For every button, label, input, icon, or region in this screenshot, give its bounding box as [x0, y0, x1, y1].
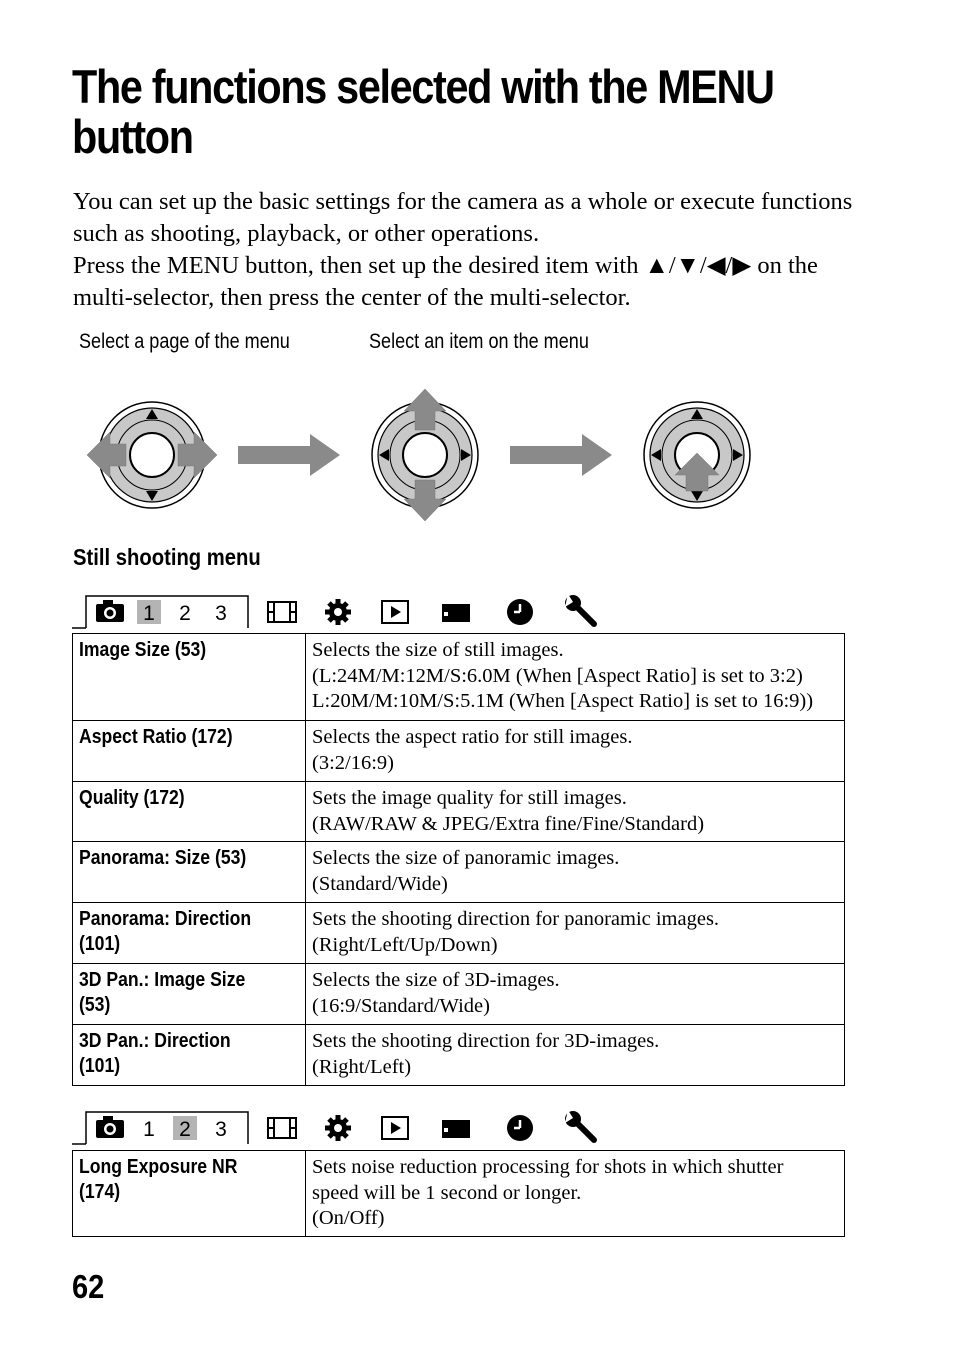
intro-text	[73, 186, 873, 314]
page-tab-3[interactable]: 3	[215, 602, 227, 625]
menu-item-description: Sets the shooting direction for panoramic images. (Right/Left/Up/Down)	[306, 903, 845, 964]
movie-icon[interactable]	[268, 602, 296, 622]
menu-item-description: Selects the size of 3D-images. (16:9/Standard/Wide)	[306, 964, 845, 1025]
page-tab-1[interactable]: 1	[143, 602, 155, 625]
page-tab-3[interactable]: 3	[215, 1118, 227, 1141]
table-row	[73, 782, 845, 842]
menu-tab-bar-1	[72, 592, 632, 632]
page-tab-2[interactable]: 2	[179, 602, 191, 625]
caption-select-item: Select an item on the menu	[369, 330, 589, 353]
clock-icon[interactable]	[507, 599, 533, 625]
table-row	[73, 903, 845, 964]
intro-paragraph-1: You can set up the basic settings for the camera as a whole or execute functions such as shooting, playback, or other operations.	[73, 188, 853, 247]
menu-item-description: Selects the size of panoramic images. (Standard/Wide)	[306, 842, 845, 903]
wrench-icon[interactable]	[565, 594, 594, 624]
table-row	[73, 842, 845, 903]
table-row	[73, 721, 845, 782]
menu-item-description: Selects the size of still images. (L:24M/M:12M/S:6.0M (When [Aspect Ratio] is set to 3:2) L:20M/M:10M/S:5.1M (When [Aspect Ratio] is set to 16:9))	[306, 634, 845, 721]
caption-select-page: Select a page of the menu	[79, 330, 290, 353]
menu-item-description: Sets the shooting direction for 3D-images. (Right/Left)	[306, 1025, 845, 1086]
right-arrow-icon	[238, 434, 340, 476]
menu-item-name: Panorama: Direction (101)	[73, 903, 306, 964]
table-row	[73, 964, 845, 1025]
selector-center-press-icon	[644, 402, 750, 508]
gear-icon[interactable]	[325, 599, 351, 625]
selector-left-right-icon	[87, 402, 217, 508]
camera-icon[interactable]	[96, 600, 124, 622]
clock-icon[interactable]	[507, 1115, 533, 1141]
memory-card-icon[interactable]	[442, 1120, 470, 1138]
gear-icon[interactable]	[325, 1115, 351, 1141]
wrench-icon[interactable]	[565, 1110, 594, 1140]
table-row	[73, 1025, 845, 1086]
menu-item-name: Panorama: Size (53)	[73, 842, 306, 903]
section-heading: Still shooting menu	[73, 544, 261, 570]
camera-icon[interactable]	[96, 1116, 124, 1138]
right-arrow-icon	[510, 434, 612, 476]
menu-table-page-1	[72, 633, 845, 1086]
table-row	[73, 1151, 845, 1237]
playback-icon[interactable]	[382, 601, 408, 623]
menu-item-name: Aspect Ratio (172)	[73, 721, 306, 782]
table-row	[73, 634, 845, 721]
page-tab-2[interactable]: 2	[179, 1118, 191, 1141]
menu-item-description: Sets the image quality for still images. (RAW/RAW & JPEG/Extra fine/Fine/Standard)	[306, 782, 845, 842]
menu-tab-bar-2	[72, 1108, 632, 1148]
menu-item-name: 3D Pan.: Direction (101)	[73, 1025, 306, 1086]
multi-selector-diagram	[80, 382, 770, 527]
movie-icon[interactable]	[268, 1118, 296, 1138]
playback-icon[interactable]	[382, 1117, 408, 1139]
menu-table-page-2	[72, 1150, 845, 1237]
page-number: 62	[72, 1268, 105, 1305]
selector-up-down-icon	[372, 389, 478, 521]
menu-item-description: Selects the aspect ratio for still images. (3:2/16:9)	[306, 721, 845, 782]
memory-card-icon[interactable]	[442, 604, 470, 622]
menu-item-name: Long Exposure NR (174)	[73, 1151, 306, 1237]
page-tab-1[interactable]: 1	[143, 1118, 155, 1141]
menu-item-name: 3D Pan.: Image Size (53)	[73, 964, 306, 1025]
page-title: The functions selected with the MENU button	[72, 60, 774, 163]
menu-item-description: Sets noise reduction processing for shots in which shutter speed will be 1 second or longer. (On/Off)	[306, 1151, 845, 1237]
menu-item-name: Quality (172)	[73, 782, 306, 842]
intro-paragraph-2: Press the MENU button, then set up the desired item with ▲/▼/◀/▶ on the multi-selector, then press the center of the multi-selector.	[73, 252, 818, 311]
menu-item-name: Image Size (53)	[73, 634, 306, 721]
